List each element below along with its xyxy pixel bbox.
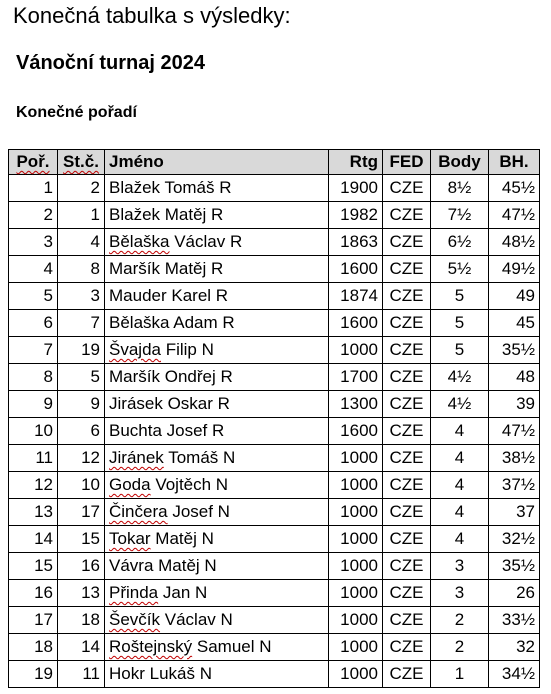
cell-start-no: 12 xyxy=(58,445,105,472)
cell-rating: 1900 xyxy=(329,175,383,202)
section-title: Konečné pořadí xyxy=(16,104,137,121)
cell-points: 4 xyxy=(431,499,489,526)
cell-rank: 16 xyxy=(9,580,58,607)
cell-name: Jirásek Oskar R xyxy=(105,391,329,418)
table-row xyxy=(9,526,540,553)
cell-rating: 1000 xyxy=(329,499,383,526)
cell-points: 5½ xyxy=(431,256,489,283)
cell-bh: 34½ xyxy=(489,661,540,688)
table-row xyxy=(9,229,540,256)
cell-rating: 1863 xyxy=(329,229,383,256)
cell-name: Maršík Ondřej R xyxy=(105,364,329,391)
cell-rating: 1000 xyxy=(329,472,383,499)
cell-fed: CZE xyxy=(383,472,431,499)
cell-fed: CZE xyxy=(383,337,431,364)
cell-name: Vávra Matěj N xyxy=(105,553,329,580)
cell-points: 4 xyxy=(431,445,489,472)
cell-start-no: 5 xyxy=(58,364,105,391)
table-row xyxy=(9,607,540,634)
cell-rating: 1000 xyxy=(329,553,383,580)
cell-bh: 39 xyxy=(489,391,540,418)
cell-rank: 8 xyxy=(9,364,58,391)
cell-start-no: 1 xyxy=(58,202,105,229)
column-header-bh: BH. xyxy=(489,150,540,175)
table-row xyxy=(9,391,540,418)
table-header-row xyxy=(9,150,540,175)
table-row xyxy=(9,418,540,445)
table-row xyxy=(9,580,540,607)
table-row xyxy=(9,634,540,661)
table-row xyxy=(9,445,540,472)
cell-start-no: 11 xyxy=(58,661,105,688)
cell-start-no: 15 xyxy=(58,526,105,553)
cell-start-no: 13 xyxy=(58,580,105,607)
cell-start-no: 17 xyxy=(58,499,105,526)
cell-rank: 11 xyxy=(9,445,58,472)
cell-fed: CZE xyxy=(383,175,431,202)
cell-name: Mauder Karel R xyxy=(105,283,329,310)
cell-name: Goda Vojtěch N xyxy=(105,472,329,499)
cell-rank: 1 xyxy=(9,175,58,202)
cell-name: Roštejnský Samuel N xyxy=(105,634,329,661)
cell-name: Ševčík Václav N xyxy=(105,607,329,634)
cell-name: Bělaška Václav R xyxy=(105,229,329,256)
cell-rank: 13 xyxy=(9,499,58,526)
cell-rating: 1000 xyxy=(329,607,383,634)
cell-name: Činčera Josef N xyxy=(105,499,329,526)
table-row xyxy=(9,310,540,337)
column-header-name: Jméno xyxy=(105,150,329,175)
cell-points: 4½ xyxy=(431,391,489,418)
cell-bh: 45½ xyxy=(489,175,540,202)
cell-rating: 1600 xyxy=(329,310,383,337)
cell-rating: 1982 xyxy=(329,202,383,229)
cell-fed: CZE xyxy=(383,634,431,661)
cell-bh: 32 xyxy=(489,634,540,661)
cell-rating: 1600 xyxy=(329,418,383,445)
cell-name: Blažek Matěj R xyxy=(105,202,329,229)
cell-name: Hokr Lukáš N xyxy=(105,661,329,688)
standings-table xyxy=(8,149,540,688)
cell-start-no: 14 xyxy=(58,634,105,661)
cell-points: 5 xyxy=(431,337,489,364)
cell-rating: 1000 xyxy=(329,634,383,661)
cell-points: 3 xyxy=(431,580,489,607)
cell-name: Bělaška Adam R xyxy=(105,310,329,337)
cell-bh: 26 xyxy=(489,580,540,607)
cell-points: 5 xyxy=(431,283,489,310)
cell-fed: CZE xyxy=(383,553,431,580)
cell-name: Švajda Filip N xyxy=(105,337,329,364)
cell-rank: 5 xyxy=(9,283,58,310)
cell-bh: 45 xyxy=(489,310,540,337)
cell-bh: 47½ xyxy=(489,202,540,229)
table-row xyxy=(9,553,540,580)
cell-points: 8½ xyxy=(431,175,489,202)
cell-start-no: 4 xyxy=(58,229,105,256)
cell-points: 7½ xyxy=(431,202,489,229)
column-header-points: Body xyxy=(431,150,489,175)
cell-fed: CZE xyxy=(383,283,431,310)
cell-start-no: 8 xyxy=(58,256,105,283)
cell-rank: 4 xyxy=(9,256,58,283)
cell-fed: CZE xyxy=(383,526,431,553)
cell-fed: CZE xyxy=(383,661,431,688)
table-row xyxy=(9,499,540,526)
column-header-rating: Rtg xyxy=(329,150,383,175)
cell-start-no: 16 xyxy=(58,553,105,580)
cell-fed: CZE xyxy=(383,256,431,283)
cell-rank: 3 xyxy=(9,229,58,256)
column-header-rank: Poř. xyxy=(9,150,58,175)
cell-points: 4 xyxy=(431,472,489,499)
cell-bh: 35½ xyxy=(489,337,540,364)
cell-bh: 49½ xyxy=(489,256,540,283)
cell-fed: CZE xyxy=(383,364,431,391)
cell-start-no: 10 xyxy=(58,472,105,499)
document-heading: Konečná tabulka s výsledky: xyxy=(13,3,291,28)
cell-start-no: 18 xyxy=(58,607,105,634)
cell-bh: 48½ xyxy=(489,229,540,256)
cell-rank: 7 xyxy=(9,337,58,364)
cell-fed: CZE xyxy=(383,391,431,418)
cell-rank: 19 xyxy=(9,661,58,688)
column-header-start-no: St.č. xyxy=(58,150,105,175)
cell-rank: 12 xyxy=(9,472,58,499)
cell-start-no: 7 xyxy=(58,310,105,337)
cell-bh: 37 xyxy=(489,499,540,526)
cell-fed: CZE xyxy=(383,229,431,256)
cell-points: 2 xyxy=(431,607,489,634)
cell-bh: 49 xyxy=(489,283,540,310)
table-row xyxy=(9,175,540,202)
cell-fed: CZE xyxy=(383,310,431,337)
table-row xyxy=(9,472,540,499)
cell-points: 4½ xyxy=(431,364,489,391)
cell-fed: CZE xyxy=(383,418,431,445)
cell-bh: 48 xyxy=(489,364,540,391)
cell-bh: 47½ xyxy=(489,418,540,445)
cell-name: Maršík Matěj R xyxy=(105,256,329,283)
cell-bh: 38½ xyxy=(489,445,540,472)
cell-start-no: 2 xyxy=(58,175,105,202)
table-row xyxy=(9,256,540,283)
table-row xyxy=(9,337,540,364)
cell-rating: 1000 xyxy=(329,661,383,688)
table-row xyxy=(9,283,540,310)
table-row xyxy=(9,661,540,688)
cell-bh: 33½ xyxy=(489,607,540,634)
cell-name: Buchta Josef R xyxy=(105,418,329,445)
cell-fed: CZE xyxy=(383,607,431,634)
cell-points: 5 xyxy=(431,310,489,337)
cell-points: 4 xyxy=(431,526,489,553)
cell-fed: CZE xyxy=(383,445,431,472)
cell-rating: 1874 xyxy=(329,283,383,310)
cell-points: 3 xyxy=(431,553,489,580)
cell-rank: 14 xyxy=(9,526,58,553)
cell-points: 6½ xyxy=(431,229,489,256)
cell-rating: 1000 xyxy=(329,580,383,607)
table-row xyxy=(9,364,540,391)
cell-bh: 37½ xyxy=(489,472,540,499)
column-header-fed: FED xyxy=(383,150,431,175)
cell-bh: 32½ xyxy=(489,526,540,553)
cell-name: Blažek Tomáš R xyxy=(105,175,329,202)
cell-rating: 1000 xyxy=(329,337,383,364)
cell-rank: 18 xyxy=(9,634,58,661)
cell-points: 1 xyxy=(431,661,489,688)
cell-start-no: 3 xyxy=(58,283,105,310)
cell-rank: 17 xyxy=(9,607,58,634)
cell-rank: 15 xyxy=(9,553,58,580)
cell-points: 4 xyxy=(431,418,489,445)
cell-start-no: 9 xyxy=(58,391,105,418)
cell-rating: 1000 xyxy=(329,445,383,472)
cell-bh: 35½ xyxy=(489,553,540,580)
cell-rank: 9 xyxy=(9,391,58,418)
table-row xyxy=(9,202,540,229)
cell-rank: 6 xyxy=(9,310,58,337)
cell-name: Jiránek Tomáš N xyxy=(105,445,329,472)
cell-rank: 2 xyxy=(9,202,58,229)
cell-name: Přinda Jan N xyxy=(105,580,329,607)
cell-start-no: 6 xyxy=(58,418,105,445)
cell-fed: CZE xyxy=(383,580,431,607)
tournament-title: Vánoční turnaj 2024 xyxy=(16,52,205,74)
cell-rating: 1000 xyxy=(329,526,383,553)
cell-points: 2 xyxy=(431,634,489,661)
cell-start-no: 19 xyxy=(58,337,105,364)
cell-rating: 1300 xyxy=(329,391,383,418)
cell-rating: 1600 xyxy=(329,256,383,283)
cell-fed: CZE xyxy=(383,202,431,229)
cell-rating: 1700 xyxy=(329,364,383,391)
cell-rank: 10 xyxy=(9,418,58,445)
cell-name: Tokar Matěj N xyxy=(105,526,329,553)
cell-fed: CZE xyxy=(383,499,431,526)
